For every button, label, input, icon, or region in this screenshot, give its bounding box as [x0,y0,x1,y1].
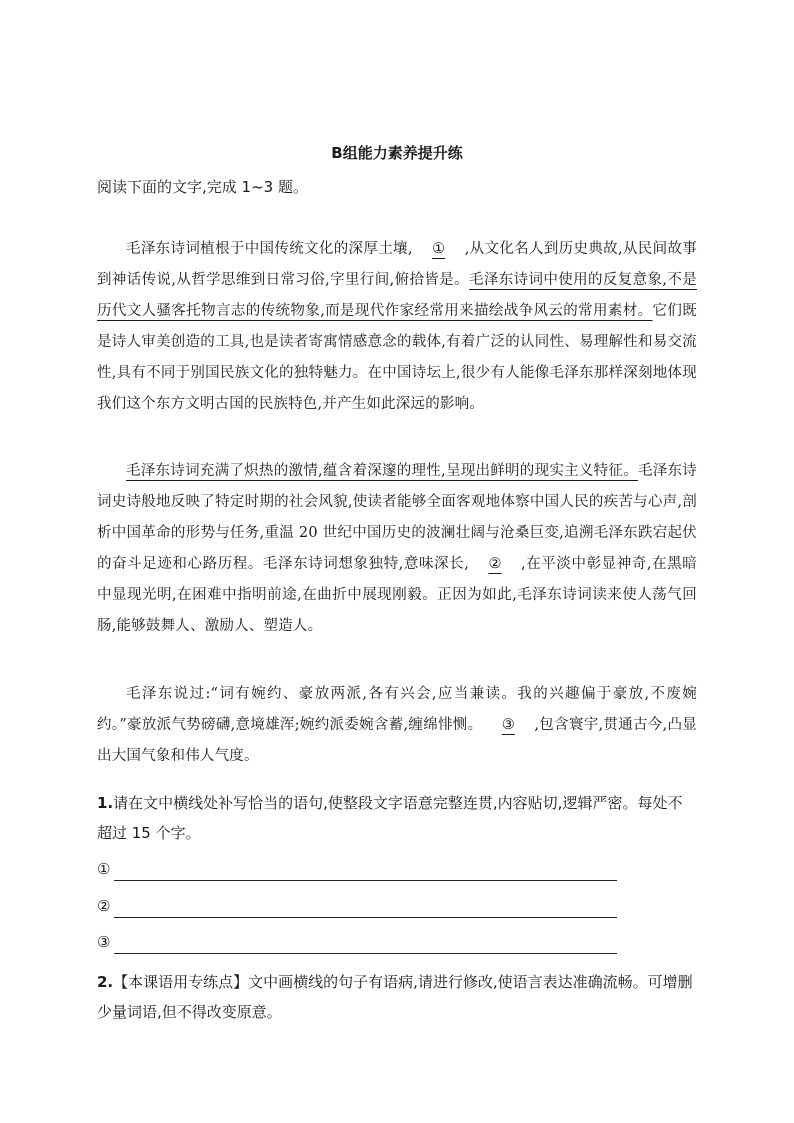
p1-text-2: ,从文化名人到历史典故,从民间故事到神话传说,从哲学思维到日常习俗,字里行间,俯拾皆是。 [97,241,697,288]
answer-label-1: ① [97,860,111,878]
passage-paragraph-1 [97,234,697,420]
question-1-number: 1. [97,794,114,812]
answer-line-3[interactable] [97,929,617,957]
blank-3: ③ [501,717,515,733]
question-2-number: 2. [97,973,114,991]
p2-text-2: ,在平淡中彰显神奇,在黑暗中显现光明,在困难中指明前途,在曲折中展现刚毅。正因为如此,毛泽东诗词读来使人荡气回肠,能够鼓舞人、激励人、塑造人。 [97,556,697,634]
answer-underline-1 [114,880,617,881]
blank-2: ② [488,556,502,572]
question-1-text: 请在文中横线处补写恰当的语句,使整段文字语意完整连贯,内容贴切,逻辑严密。每处不超过 15 个字。 [97,794,683,842]
reading-instruction: 阅读下面的文字,完成 1~3 题。 [97,178,308,196]
section-title: B组能力素养提升练 [331,144,463,162]
answer-label-3: ③ [97,933,111,951]
question-2-text: 【本课语用专练点】文中画横线的句子有语病,请进行修改,使语言表达准确流畅。可增删少量词语,但不得改变原意。 [97,973,693,1021]
answer-label-2: ② [97,897,111,915]
question-1 [97,788,697,848]
p1-text-3: 它们既是诗人审美创造的工具,也是读者寄寓情感意念的载体,有着广泛的认同性、易理解性和易交流性,具有不同于别国民族文化的独特魅力。在中国诗坛上,很少有人能像毛泽东那样深刻地体现我们这个东方文明古国的民族特色,并产生如此深远的影响。 [97,303,697,412]
answer-underline-3 [114,953,617,954]
answer-underline-2 [114,917,617,918]
answer-line-2[interactable] [97,893,617,921]
p2-text-1: 毛泽东诗词史诗般地反映了特定时期的社会风貌,使读者能够全面客观地体察中国人民的疾苦与心声,剖析中国革命的形势与任务,重温 20 世纪中国历史的波澜壮阔与沧桑巨变,追溯毛泽东跌宕起伏的奋斗足迹和心路历程。毛泽东诗词想象独特,意味深长, [97,463,697,572]
p1-text-1: 毛泽东诗词植根于中国传统文化的深厚土壤, [126,241,413,257]
p3-text-1: 毛泽东说过:“词有婉约、豪放两派,各有兴会,应当兼读。我的兴趣偏于豪放,不废婉约。”豪放派气势磅礴,意境雄浑;婉约派委婉含蓄,缠绵悱恻。 [97,686,697,733]
underlined-sentence-2: 毛泽东诗词充满了炽热的激情,蕴含着深邃的理性,呈现出鲜明的现实主义特征。 [126,463,638,479]
passage-paragraph-3 [97,679,697,772]
underlined-sentence-1: 毛泽东诗词中使用的反复意象,不是历代文人骚客托物言志的传统物象,而是现代作家经常用来描绘战争风云的常用素材。 [97,272,698,319]
p3-text-2: ,包含寰宇,贯通古今,凸显出大国气象和伟人气度。 [97,717,697,764]
passage-paragraph-2 [97,456,697,642]
question-2 [97,967,697,1027]
answer-line-1[interactable] [97,856,617,884]
blank-1: ① [432,241,446,257]
